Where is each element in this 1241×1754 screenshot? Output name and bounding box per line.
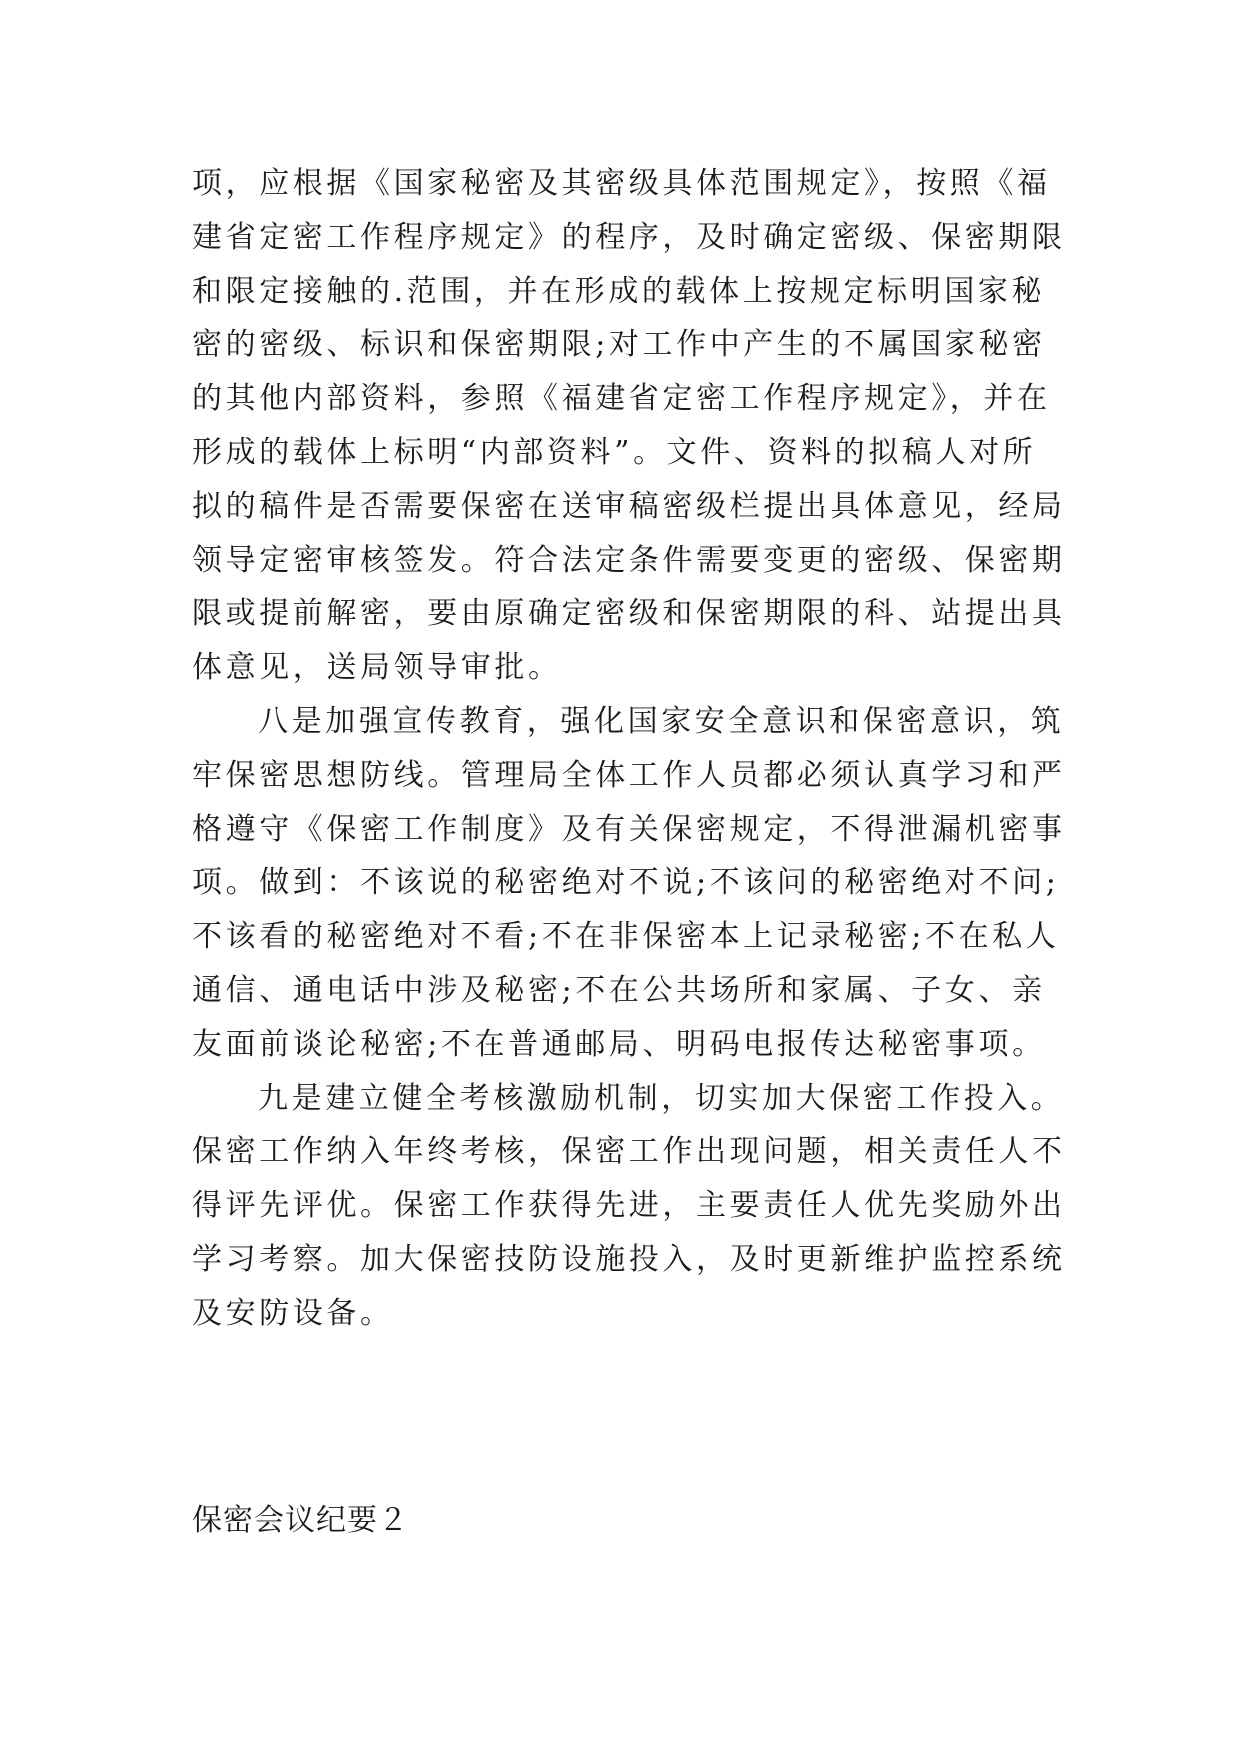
text-line: 的其他内部资料，参照《福建省定密工作程序规定》，并在 <box>192 381 1051 417</box>
text-line: 密的密级、标识和保密期限;对工作中产生的不属国家秘密 <box>192 327 1046 363</box>
text-line: 限或提前解密，要由原确定密级和保密期限的科、站提出具 <box>192 596 1066 632</box>
text-line: 拟的稿件是否需要保密在送审稿密级栏提出具体意见，经局 <box>192 488 1066 524</box>
text-line: 项，应根据《国家秘密及其密级具体范围规定》，按照《福 <box>192 166 1051 201</box>
paragraph-2 <box>192 695 1072 1072</box>
text-line: 体意见，送局领导审批。 <box>192 650 562 686</box>
text-line: 格遵守《保密工作制度》及有关保密规定，不得泄漏机密事 <box>192 811 1066 847</box>
paragraph-1 <box>192 157 1072 695</box>
text-line: 形成的载体上标明“内部资料”。文件、资料的拟稿人对所 <box>192 434 1037 470</box>
document-body <box>192 157 1072 1341</box>
text-line: 学习考察。加大保密技防设施投入，及时更新维护监控系统 <box>192 1241 1066 1277</box>
section-title: 保密会议纪要２ <box>192 1503 409 1538</box>
text-line: 通信、通电话中涉及秘密;不在公共场所和家属、子女、亲 <box>192 972 1046 1008</box>
text-line: 项。做到：不该说的秘密绝对不说;不该问的秘密绝对不问; <box>192 865 1060 901</box>
text-line: 八是加强宣传教育，强化国家安全意识和保密意识，筑 <box>258 703 1065 739</box>
text-line: 友面前谈论秘密;不在普通邮局、明码电报传达秘密事项。 <box>192 1026 1046 1062</box>
text-line: 建省定密工作程序规定》的程序，及时确定密级、保密期限 <box>192 219 1066 255</box>
text-line: 得评先评优。保密工作获得先进，主要责任人优先奖励外出 <box>192 1188 1066 1224</box>
text-line: 和限定接触的.范围，并在形成的载体上按规定标明国家秘 <box>192 273 1046 309</box>
paragraph-3 <box>192 1072 1072 1341</box>
text-line: 九是建立健全考核激励机制，切实加大保密工作投入。 <box>258 1080 1065 1116</box>
text-line: 及安防设备。 <box>192 1295 394 1331</box>
text-line: 不该看的秘密绝对不看;不在非保密本上记录秘密;不在私人 <box>192 919 1060 955</box>
text-line: 领导定密审核签发。符合法定条件需要变更的密级、保密期 <box>192 542 1066 578</box>
text-line: 保密工作纳入年终考核，保密工作出现问题，相关责任人不 <box>192 1134 1066 1170</box>
text-line: 牢保密思想防线。管理局全体工作人员都必须认真学习和严 <box>192 757 1066 793</box>
